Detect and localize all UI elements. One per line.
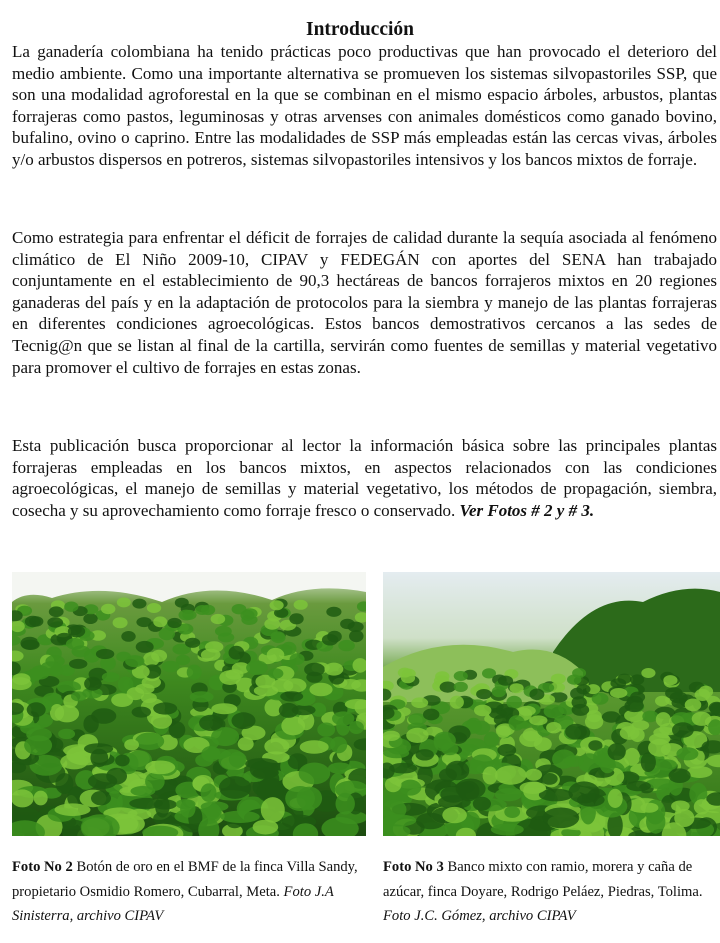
leaf-cluster bbox=[534, 737, 552, 751]
leaf-cluster bbox=[167, 618, 181, 628]
leaf-cluster bbox=[201, 605, 215, 615]
leaf-cluster bbox=[434, 732, 456, 749]
leaf-cluster bbox=[270, 631, 285, 641]
leaf-cluster bbox=[245, 758, 278, 769]
leaf-cluster bbox=[162, 661, 180, 673]
leaf-cluster bbox=[383, 814, 416, 826]
leaf-cluster bbox=[656, 712, 671, 727]
leaf-cluster bbox=[454, 671, 468, 681]
intro-paragraph-3-text: Esta publicación busca proporcionar al lector la información básica sobre las principales plantas forrajeras empleadas en los bancos mixtos, en aspectos relacionados con las condiciones agroecológicas, el manejo de semillas y material vegetativo, los métodos de propagación, siembra, cosecha y su aprovechamiento como forraje fresco o conservado. bbox=[12, 436, 717, 520]
leaf-cluster bbox=[300, 740, 329, 753]
leaf-cluster bbox=[21, 640, 40, 650]
leaf-cluster bbox=[458, 781, 480, 802]
leaf-cluster bbox=[416, 749, 434, 760]
leaf-cluster bbox=[254, 685, 278, 696]
leaf-cluster bbox=[101, 604, 115, 614]
leaf-cluster bbox=[176, 799, 196, 809]
leaf-cluster bbox=[669, 768, 691, 783]
leaf-cluster bbox=[71, 691, 87, 701]
leaf-cluster bbox=[49, 606, 64, 617]
leaf-cluster bbox=[58, 729, 75, 739]
leaf-cluster bbox=[491, 824, 524, 836]
leaf-cluster bbox=[504, 806, 520, 818]
leaf-cluster bbox=[145, 772, 165, 791]
photo-3-mixed-bank bbox=[383, 572, 720, 836]
leaf-cluster bbox=[290, 653, 305, 665]
leaf-cluster bbox=[159, 628, 175, 640]
leaf-cluster bbox=[229, 752, 247, 768]
leaf-cluster bbox=[336, 793, 355, 815]
leaf-cluster bbox=[541, 773, 558, 785]
leaf-cluster bbox=[135, 733, 164, 751]
leaf-cluster bbox=[47, 617, 63, 627]
leaf-cluster bbox=[401, 673, 415, 684]
caption-photo-3 bbox=[383, 855, 720, 929]
leaf-cluster bbox=[69, 659, 87, 669]
leaf-cluster bbox=[322, 634, 338, 645]
leaf-cluster bbox=[64, 602, 78, 612]
leaf-cluster bbox=[423, 709, 439, 721]
leaf-cluster bbox=[383, 748, 409, 758]
leaf-cluster bbox=[88, 773, 117, 789]
leaf-cluster bbox=[153, 616, 167, 627]
leaf-cluster bbox=[190, 691, 214, 702]
leaf-cluster bbox=[220, 811, 260, 823]
intro-paragraph-1: La ganadería colombiana ha tenido prácticas poco productivas que han provocado el deterioro del medio ambiente. Como una importante alternativa se promueven los sistemas silvopastoriles SSP, que son una modalidad agroforestal en la que se combinan en el mismo espacio árboles, arbustos, plantas forrajeras como pastos, leguminosas y otras arvenses con animales domésticos como ganado bovino, bufalino, ovino o caprino. Entre las modalidades de SSP más empleadas están las cercas vivas, árboles y/o arbustos dispersos en potreros, sistemas silvopastoriles intensivos y los bancos mixtos de forraje. bbox=[12, 42, 717, 169]
leaf-cluster bbox=[113, 617, 128, 628]
leaf-cluster bbox=[294, 600, 308, 610]
leaf-cluster bbox=[147, 603, 161, 613]
leaf-cluster bbox=[450, 696, 464, 709]
photo-2-image bbox=[12, 572, 366, 836]
leaf-cluster bbox=[338, 640, 355, 651]
leaf-cluster bbox=[84, 677, 101, 691]
leaf-cluster bbox=[626, 781, 651, 791]
leaf-cluster bbox=[246, 660, 268, 675]
leaf-cluster bbox=[572, 668, 586, 678]
leaf-cluster bbox=[229, 646, 245, 660]
leaf-cluster bbox=[568, 781, 599, 803]
leaf-cluster bbox=[232, 604, 247, 614]
leaf-cluster bbox=[306, 672, 322, 683]
leaf-cluster bbox=[340, 619, 355, 629]
caption-photo-3-label: Foto No 3 bbox=[383, 859, 444, 875]
leaf-cluster bbox=[289, 613, 303, 624]
leaf-cluster bbox=[201, 783, 217, 802]
leaf-cluster bbox=[124, 739, 139, 750]
leaf-cluster bbox=[624, 748, 640, 766]
leaf-cluster bbox=[509, 715, 525, 730]
leaf-cluster bbox=[232, 712, 256, 729]
leaf-cluster bbox=[135, 684, 154, 694]
photo-2-forage-bank bbox=[12, 572, 366, 836]
leaf-cluster bbox=[96, 649, 114, 659]
leaf-cluster bbox=[132, 599, 146, 609]
caption-photo-2-credit: Foto J.A Sinisterra, archivo CIPAV bbox=[12, 883, 334, 925]
leaf-cluster bbox=[102, 672, 120, 682]
leaf-cluster bbox=[121, 631, 135, 642]
leaf-cluster bbox=[442, 807, 467, 823]
leaf-cluster bbox=[317, 723, 335, 737]
leaf-cluster bbox=[506, 696, 522, 709]
leaf-cluster bbox=[215, 626, 232, 637]
leaf-cluster bbox=[182, 610, 196, 620]
leaf-cluster bbox=[483, 767, 498, 785]
leaf-cluster bbox=[608, 789, 623, 808]
intro-paragraph-3 bbox=[12, 435, 717, 521]
leaf-cluster bbox=[620, 726, 640, 740]
leaf-cluster bbox=[136, 641, 154, 653]
caption-photo-3-credit: Foto J.C. Gómez, archivo CIPAV bbox=[383, 908, 576, 925]
leaf-cluster bbox=[153, 702, 177, 714]
leaf-cluster bbox=[201, 746, 220, 762]
leaf-cluster bbox=[572, 696, 587, 708]
leaf-cluster bbox=[125, 655, 144, 667]
leaf-cluster bbox=[674, 809, 694, 827]
photo-3-image bbox=[383, 572, 720, 836]
leaf-cluster bbox=[630, 674, 644, 685]
leaf-cluster bbox=[484, 732, 499, 748]
leaf-cluster bbox=[592, 693, 609, 705]
leaf-cluster bbox=[326, 607, 341, 617]
leaf-cluster bbox=[280, 691, 303, 701]
leaf-cluster bbox=[175, 598, 189, 608]
leaf-cluster bbox=[694, 799, 710, 814]
leaf-cluster bbox=[529, 715, 547, 725]
leaf-cluster bbox=[31, 665, 50, 679]
leaf-cluster bbox=[325, 663, 344, 676]
leaf-cluster bbox=[649, 733, 670, 745]
leaf-cluster bbox=[542, 808, 579, 829]
leaf-cluster bbox=[151, 713, 172, 729]
leaf-cluster bbox=[211, 703, 237, 714]
leaf-cluster bbox=[285, 786, 315, 811]
leaf-cluster bbox=[201, 801, 229, 811]
leaf-cluster bbox=[270, 600, 284, 610]
leaf-cluster bbox=[544, 705, 564, 719]
leaf-cluster bbox=[187, 665, 202, 680]
leaf-cluster bbox=[34, 791, 48, 806]
leaf-cluster bbox=[665, 687, 683, 699]
leaf-cluster bbox=[546, 722, 561, 733]
caption-photo-2-label: Foto No 2 bbox=[12, 859, 73, 875]
leaf-cluster bbox=[685, 699, 702, 712]
leaf-cluster bbox=[141, 693, 157, 703]
leaf-cluster bbox=[281, 716, 305, 735]
leaf-cluster bbox=[129, 798, 163, 809]
leaf-cluster bbox=[510, 683, 524, 693]
leaf-cluster bbox=[610, 688, 627, 698]
leaf-cluster bbox=[474, 705, 491, 717]
intro-paragraph-2: Como estrategia para enfrentar el déficit de forrajes de calidad durante la sequía asociada al fenómeno climático de El Niño 2009-10, CIPAV y FEDEGÁN con aportes del SENA han trabajado conjuntamente en el establecimiento de 90,3 hectáreas de bancos forrajeros mixtos en 20 regiones ganaderas del país y en la adaptación de protocolos para la siembra y manejo de las plantas forrajeras en diferentes condiciones agroecológicas. Estos bancos demostrativos cercanos a las sedes de Tecnig@n que se listan al final de la cartilla, servirán como fuentes de semillas y material vegetativo para promover el cultivo de forrajes en estas zonas. bbox=[12, 228, 717, 377]
leaf-cluster bbox=[498, 676, 513, 686]
leaf-cluster bbox=[261, 797, 285, 823]
leaf-cluster bbox=[299, 763, 331, 785]
leaf-cluster bbox=[151, 650, 167, 662]
leaf-cluster bbox=[641, 668, 655, 678]
leaf-cluster bbox=[640, 803, 658, 813]
leaf-cluster bbox=[145, 761, 175, 775]
leaf-cluster bbox=[497, 744, 516, 756]
leaf-cluster bbox=[264, 618, 280, 629]
leaf-cluster bbox=[663, 675, 677, 685]
leaf-cluster bbox=[406, 728, 428, 743]
leaf-cluster bbox=[27, 702, 46, 717]
leaf-cluster bbox=[12, 673, 30, 685]
caption-photo-3-text: Banco mixto con ramio, morera y caña de azúcar, finca Doyare, Rodrigo Peláez, Piedras, Tolima. bbox=[383, 859, 703, 900]
caption-photo-2 bbox=[12, 855, 372, 929]
leaf-cluster bbox=[520, 782, 546, 794]
leaf-cluster bbox=[385, 777, 402, 792]
leaf-cluster bbox=[676, 747, 698, 760]
leaf-cluster bbox=[267, 648, 285, 662]
leaf-cluster bbox=[332, 711, 354, 725]
leaf-cluster bbox=[55, 705, 79, 722]
leaf-cluster bbox=[115, 755, 130, 767]
leaf-cluster bbox=[83, 613, 97, 624]
leaf-cluster bbox=[529, 689, 544, 701]
leaf-cluster bbox=[400, 780, 422, 796]
leaf-cluster bbox=[309, 683, 332, 697]
leaf-cluster bbox=[91, 708, 116, 724]
leaf-cluster bbox=[211, 614, 226, 624]
leaf-cluster bbox=[411, 697, 428, 708]
leaf-cluster bbox=[84, 743, 113, 754]
caption-photo-2-text: Botón de oro en el BMF de la finca Villa Sandy, propietario Osmidio Romero, Cubarral, Meta. bbox=[12, 859, 358, 900]
leaf-cluster bbox=[610, 678, 626, 688]
leaf-cluster bbox=[672, 722, 694, 737]
leaf-cluster bbox=[608, 743, 626, 760]
leaf-cluster bbox=[551, 674, 566, 684]
photo-reference: Ver Fotos # 2 y # 3. bbox=[459, 500, 595, 520]
leaf-cluster bbox=[630, 692, 645, 703]
leaf-cluster bbox=[495, 765, 527, 784]
leaf-cluster bbox=[476, 689, 492, 699]
leaf-cluster bbox=[253, 820, 279, 835]
leaf-cluster bbox=[91, 791, 111, 805]
leaf-cluster bbox=[279, 703, 299, 718]
leaf-cluster bbox=[692, 712, 712, 726]
leaf-cluster bbox=[24, 735, 52, 755]
leaf-cluster bbox=[205, 641, 223, 652]
leaf-cluster bbox=[12, 789, 34, 807]
leaf-cluster bbox=[446, 761, 470, 781]
leaf-cluster bbox=[219, 670, 241, 685]
leaf-cluster bbox=[136, 617, 151, 627]
leaf-cluster bbox=[199, 715, 223, 731]
leaf-cluster bbox=[25, 616, 41, 627]
leaf-cluster bbox=[185, 638, 200, 648]
leaf-cluster bbox=[60, 754, 88, 770]
leaf-cluster bbox=[656, 759, 677, 770]
page-title: Introducción bbox=[306, 19, 414, 40]
leaf-cluster bbox=[454, 682, 468, 692]
leaf-cluster bbox=[55, 803, 91, 816]
leaf-cluster bbox=[440, 682, 456, 693]
leaf-cluster bbox=[525, 769, 542, 781]
leaf-cluster bbox=[66, 638, 84, 650]
leaf-cluster bbox=[268, 668, 283, 679]
leaf-cluster bbox=[695, 689, 711, 701]
leaf-cluster bbox=[55, 773, 73, 794]
leaf-cluster bbox=[383, 731, 400, 741]
leaf-cluster bbox=[283, 678, 306, 693]
leaf-cluster bbox=[587, 710, 602, 722]
leaf-cluster bbox=[565, 724, 587, 740]
leaf-cluster bbox=[602, 711, 621, 722]
leaf-cluster bbox=[132, 707, 151, 718]
leaf-cluster bbox=[416, 813, 445, 830]
leaf-cluster bbox=[117, 597, 131, 607]
